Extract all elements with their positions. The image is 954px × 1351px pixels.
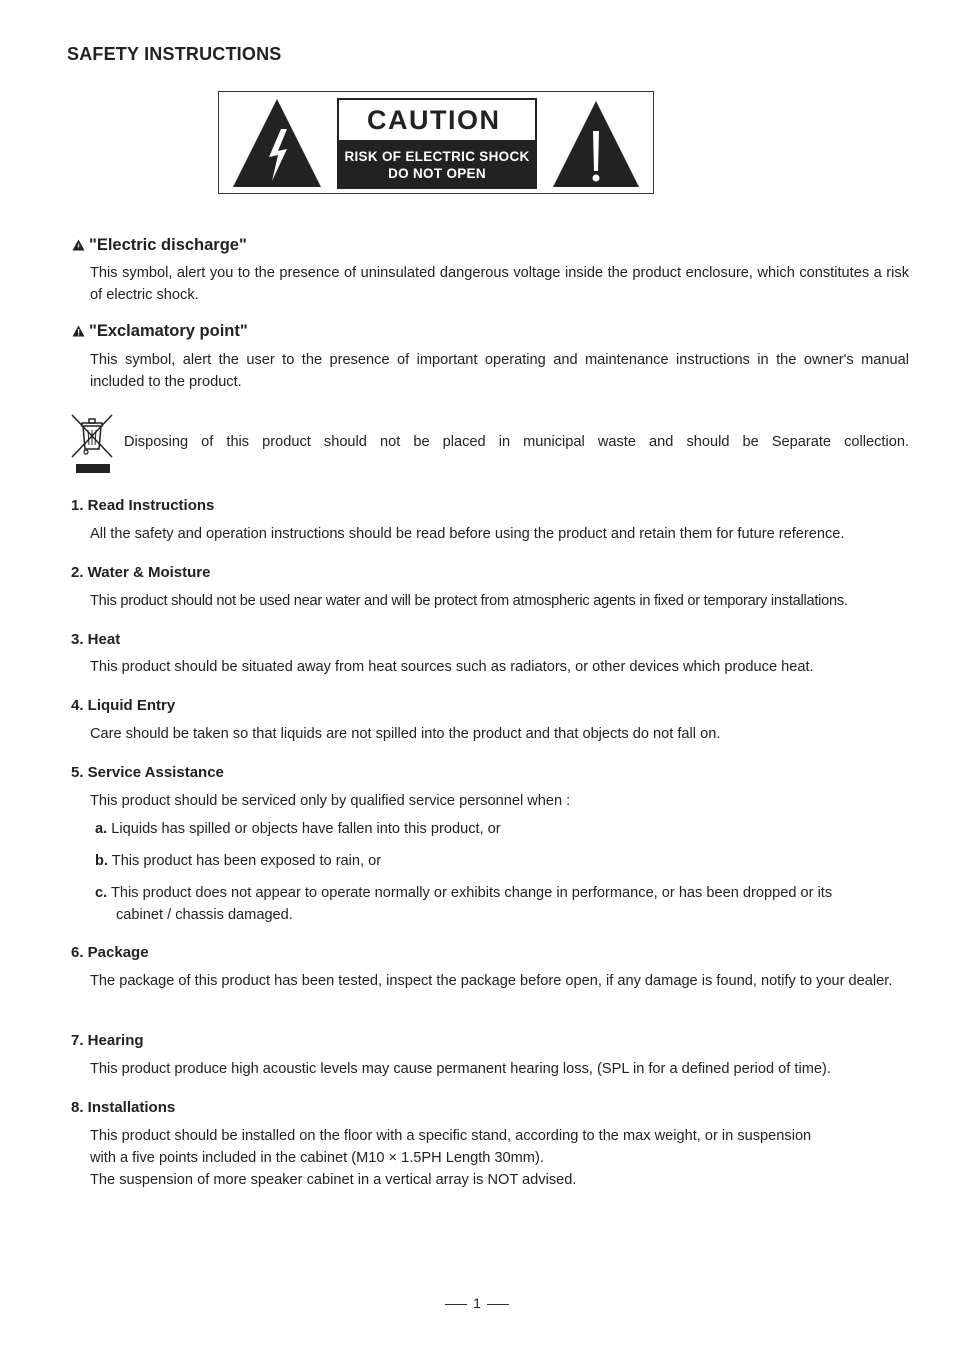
symbol-heading-text: "Exclamatory point" [89, 322, 248, 340]
list-item-text: This product has been exposed to rain, or [111, 853, 382, 869]
section-heading-heat: 3. Heat [71, 631, 121, 648]
section-text-hearing: This product produce high acoustic levels may cause permanent hearing loss, (SPL in for a defined period of time). [90, 1061, 831, 1077]
symbol-heading-exclamation [72, 322, 248, 341]
list-item [95, 818, 909, 840]
electric-discharge-icon [231, 97, 323, 189]
list-item [95, 882, 909, 904]
caution-line-2: DO NOT OPEN [388, 166, 486, 181]
section-heading-read-instructions: 1. Read Instructions [71, 497, 215, 514]
section-heading-water-moisture: 2. Water & Moisture [71, 564, 211, 581]
page-number-dash-left [445, 1304, 467, 1305]
section-text-installations-3: The suspension of more speaker cabinet in a vertical array is NOT advised. [90, 1172, 577, 1188]
list-item-text: Liquids has spilled or objects have fallen into this product, or [111, 821, 501, 837]
page-title: SAFETY INSTRUCTIONS [67, 44, 282, 64]
crossed-bin-icon [70, 413, 114, 475]
section-text-installations-2: with a five points included in the cabinet (M10 × 1.5PH Length 30mm). [90, 1150, 544, 1166]
section-heading-liquid-entry: 4. Liquid Entry [71, 697, 176, 714]
list-marker: c. [95, 885, 108, 901]
section-text-package: The package of this product has been tested, inspect the package before open, if any damage is found, notify to your dealer. [90, 973, 893, 989]
list-item-text: This product does not appear to operate normally or exhibits change in performance, or has been dropped or its [110, 885, 833, 901]
warning-triangle-icon [72, 325, 85, 337]
section-heading-service-assistance: 5. Service Assistance [71, 764, 224, 781]
section-heading-installations: 8. Installations [71, 1099, 176, 1116]
warning-triangle-icon [72, 239, 85, 251]
list-item [95, 850, 909, 872]
section-text-liquid-entry: Care should be taken so that liquids are not spilled into the product and that objects do not fall on. [90, 726, 721, 742]
disposal-text: Disposing of this product should not be placed in municipal waste and should be Separate collection. [124, 434, 909, 450]
symbol-heading-electric [72, 236, 247, 255]
caution-text [337, 148, 537, 182]
caution-panel [337, 98, 537, 189]
page-number [0, 1295, 954, 1311]
section-heading-hearing: 7. Hearing [71, 1032, 144, 1049]
symbol-heading-text: "Electric discharge" [89, 236, 247, 254]
symbol-text-electric: This symbol, alert you to the presence of uninsulated dangerous voltage inside the product enclosure, which constitutes a risk of electric shock. [90, 265, 909, 303]
page-number-dash-right [487, 1304, 509, 1305]
section-text-heat: This product should be situated away from heat sources such as radiators, or other devices which produce heat. [90, 659, 814, 675]
section-text-read-instructions: All the safety and operation instructions should be read before using the product and retain them for future reference. [90, 526, 845, 542]
caution-banner [218, 91, 654, 194]
section-heading-package: 6. Package [71, 944, 149, 961]
exclamation-icon [551, 99, 641, 189]
section-text-installations: This product should be installed on the floor with a specific stand, according to the max weight, or in suspension [90, 1128, 812, 1144]
caution-heading: CAUTION [339, 100, 535, 140]
page-number-value: 1 [473, 1295, 481, 1311]
list-marker: b. [95, 853, 108, 869]
section-text-service-assistance: This product should be serviced only by qualified service personnel when : [90, 793, 571, 809]
section-text-water-moisture: This product should not be used near water and will be protect from atmospheric agents in fixed or temporary installations. [90, 593, 848, 609]
symbol-text-exclamation: This symbol, alert the user to the presence of important operating and maintenance instructions in the owner's manual included to the product. [90, 352, 909, 390]
list-item-continuation: cabinet / chassis damaged. [116, 907, 293, 923]
caution-line-1: RISK OF ELECTRIC SHOCK [344, 149, 530, 164]
list-marker: a. [95, 821, 108, 837]
